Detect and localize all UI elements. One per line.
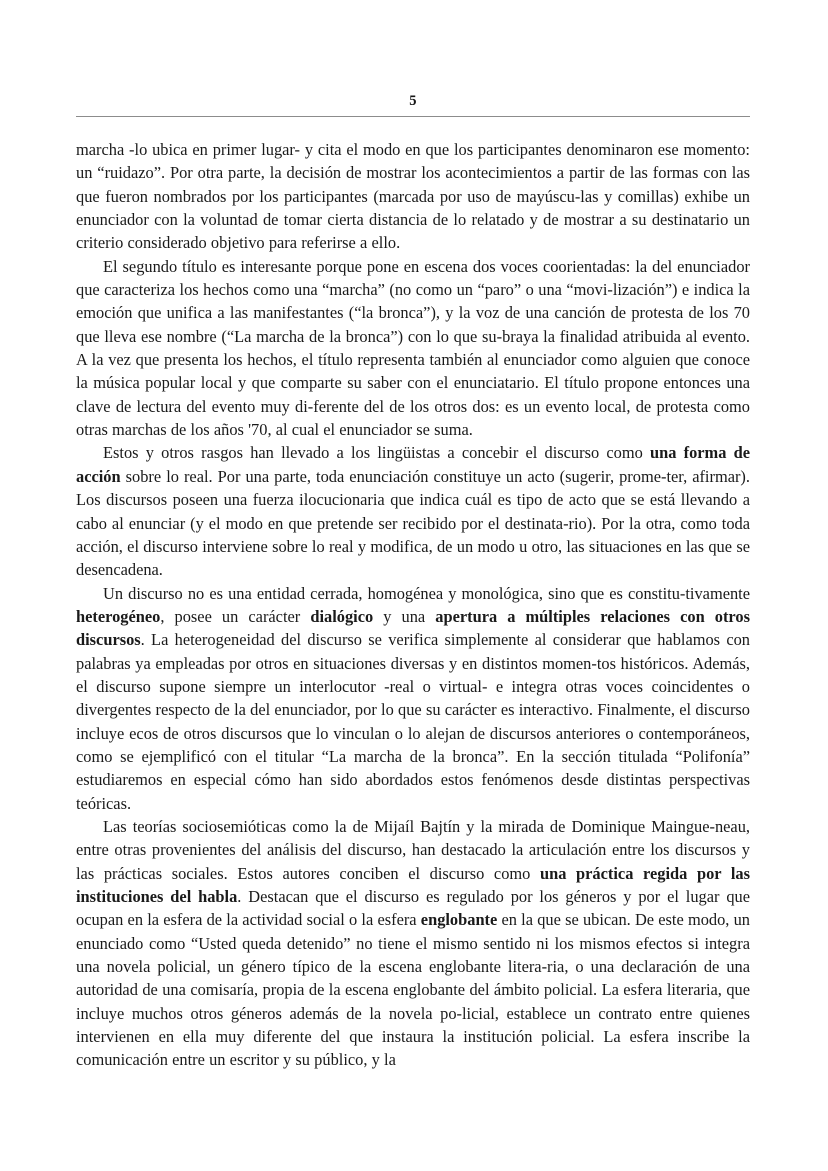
body-run: , posee un carácter	[160, 606, 311, 626]
emphasis-text: englobante	[420, 910, 498, 930]
emphasis-text: una forma de acción	[76, 443, 750, 486]
body-run: en la que se ubican. De este modo, un enunciado como “Usted queda detenido” no tiene el mismo sentido ni los mismos efectos si integra una novela policial, un género típico de la escena englobante litera-ria, o una declaración de una autoridad de una comisaría, propia de la escena englobante del ámbito policial. La esfera literaria, que incluye muchos otros géneros además de la novela po-licial, establece un contrato entre quienes intervienen en ella muy diferente del que instaura la institución policial. La esfera inscribe la comunicación entre un escritor y su público, y la	[76, 910, 750, 1070]
page-number: 5	[409, 93, 417, 109]
body-run: marcha -lo ubica en primer lugar- y cita el modo en que los participantes denominaron ese momento: un “ruidazo”. Por otra parte, la decisión de mostrar los acontecimientos a partir de las formas con las que fueron nombrados por los participantes (marcada por uso de mayúscu-las y comillas) exhibe un enunciador con la voluntad de tomar cierta distancia de lo relatado y de mostrar a su destinatario un criterio considerado objetivo para referirse a ello.	[76, 140, 750, 253]
body-run: Las teorías sociosemióticas como la de Mijaíl Bajtín y la mirada de Dominique Maingue-neau, entre otras provenientes del análisis del discurso, han destacado la articulación entre los discursos y las prácticas sociales. Estos autores conciben el discurso como	[76, 816, 750, 883]
body-run: . La heterogeneidad del discurso se verifica simplemente al considerar que hablamos con palabras ya empleadas por otros en situaciones diversas y en distintos momen-tos históricos. Además, el discurso supone siempre un interlocutor -real o virtual- e integra otras voces coincidentes o divergentes respecto de la del enunciador, por lo que su carácter es interactivo. Finalmente, el discurso incluye ecos de otros discursos que lo vinculan o lo alejan de discursos anteriores o contemporáneos, como se ejemplificó con el titular “La marcha de la bronca”. En la sección titulada “Polifonía” estudiaremos en especial cómo han sido abordados estos fenómenos desde distintas perspectivas teóricas.	[76, 630, 750, 813]
paragraph	[76, 582, 750, 815]
paragraph	[76, 815, 750, 1072]
paragraph	[76, 138, 750, 255]
emphasis-text: dialógico	[310, 606, 374, 626]
emphasis-text: una práctica regida por las instituciones del habla	[76, 863, 751, 906]
paragraph	[76, 255, 750, 442]
body-run: Un discurso no es una entidad cerrada, homogénea y monológica, sino que es constitu-tivamente	[103, 583, 750, 603]
body-run: y una	[373, 606, 436, 626]
header-rule	[76, 116, 750, 117]
body-text	[76, 138, 750, 1072]
body-run: sobre lo real. Por una parte, toda enunciación constituye un acto (sugerir, prome-ter, afirmar). Los discursos poseen una fuerza ilocucionaria que indica cuál es tipo de acto que se está llevando a cabo al enunciar (y el modo en que pretende ser recibido por el destinata-rio). Por la otra, como toda acción, el discurso interviene sobre lo real y modifica, de un modo u otro, las situaciones en las que se desencadena.	[76, 466, 750, 580]
body-run: El segundo título es interesante porque pone en escena dos voces coorientadas: la del enunciador que caracteriza los hechos como una “marcha” (no como un “paro” o una “movi-lización”) e indica la emoción que unifica a las manifestantes (“la bronca”), y la voz de una canción de protesta de los 70 que lleva ese nombre (“La marcha de la bronca”) con lo que su-braya la finalidad atribuida al evento. A la vez que presenta los hechos, el título representa también al enunciador como alguien que conoce la música popular local y que comparte su saber con el enunciatario. El título propone entonces una clave de lectura del evento muy di-ferente del de los otros dos: es un evento local, de protesta como otras marchas de los años '70, al cual el enunciador se suma.	[76, 256, 750, 440]
emphasis-text: apertura a múltiples relaciones con otros discursos	[76, 606, 750, 650]
page-header	[76, 94, 750, 117]
body-run: . Destacan que el discurso es regulado por los géneros y por el lugar que ocupan en la esfera de la actividad social o la esfera	[76, 887, 750, 930]
body-run: Estos y otros rasgos han llevado a los lingüistas a concebir el discurso como	[103, 443, 650, 463]
paragraph	[76, 441, 750, 581]
emphasis-text: heterogéneo	[76, 606, 161, 626]
